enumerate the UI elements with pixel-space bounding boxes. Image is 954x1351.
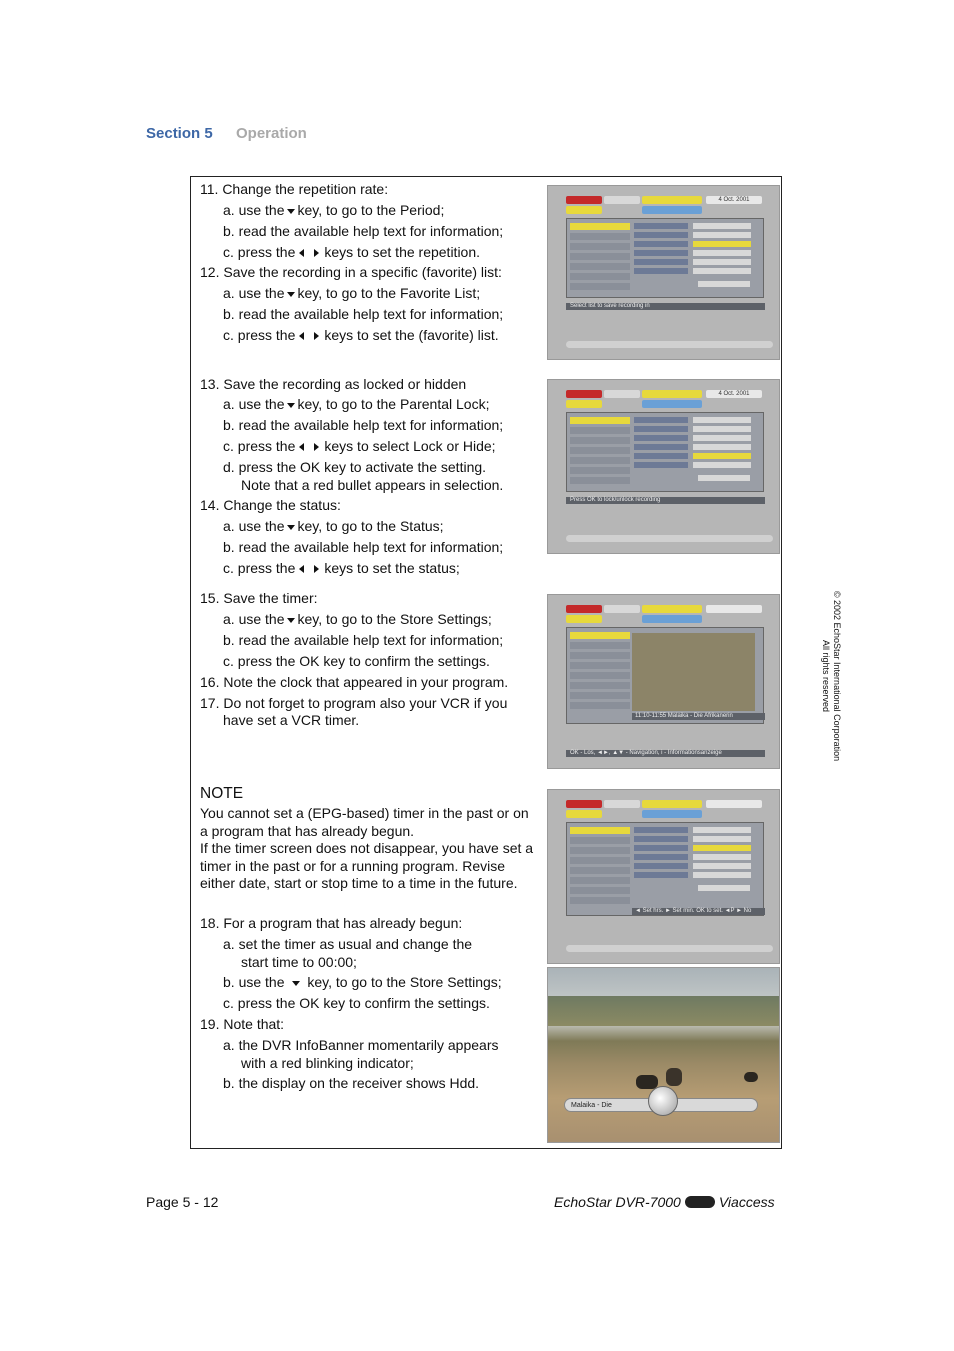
step-15b: b. read the available help text for information; [223, 632, 504, 648]
step-15a: a. use the key, to go to the Store Settings; [223, 611, 492, 627]
step-13c: c. press the keys to select Lock or Hide; [223, 438, 496, 454]
field-label [634, 872, 688, 878]
note-paragraph-1: You cannot set a (EPG-based) timer in the past or on a program that has already begun. [200, 805, 529, 839]
field-label [634, 827, 688, 833]
field-value [693, 453, 751, 459]
program-time-bar: 11:10-11:55 Malaika - Die Afrikanerin [632, 713, 765, 720]
field-value [693, 462, 751, 468]
field-label [634, 444, 688, 450]
field-label [634, 836, 688, 842]
list-item [570, 437, 630, 444]
timer-tag [566, 206, 602, 214]
step-18c: c. press the OK key to confirm the settings. [223, 995, 490, 1011]
field-label [634, 250, 688, 256]
animal [666, 1068, 682, 1086]
page-number: Page 5 - 12 [146, 1194, 219, 1210]
left-arrow-icon [299, 332, 304, 340]
list-item [570, 467, 630, 474]
list-item [570, 457, 630, 464]
store-settings-button [698, 885, 750, 891]
store-settings-button [698, 475, 750, 481]
hd-logo-icon [685, 1196, 715, 1208]
right-arrow-icon [314, 249, 319, 257]
timer-screenshot-begun [547, 789, 780, 964]
list-item [570, 253, 630, 260]
field-label [634, 854, 688, 860]
field-value [693, 444, 751, 450]
step-17-cont: have set a VCR timer. [223, 712, 360, 728]
field-value [693, 426, 751, 432]
tv-tag [566, 390, 602, 398]
timer-screenshot-repetition [547, 185, 780, 360]
step-18-title: 18. For a program that has already begun: [200, 915, 463, 931]
step-15-title: 15. Save the timer: [200, 590, 318, 606]
animal [744, 1072, 758, 1082]
list-item [570, 847, 630, 854]
timer-screenshot-lock [547, 379, 780, 554]
copyright-line: © 2002 EchoStar International Corporation [832, 590, 842, 762]
field-label [634, 453, 688, 459]
step-12-title: 12. Save the recording in a specific (favorite) list: [200, 264, 502, 280]
step-11a: a. use the key, to go to the Period; [223, 202, 445, 218]
left-arrow-icon [299, 249, 304, 257]
date-tag [706, 605, 762, 613]
list-item [570, 652, 630, 659]
scroll-bar [566, 341, 773, 348]
field-value [693, 854, 751, 860]
field-label [634, 426, 688, 432]
animal [636, 1075, 658, 1089]
copyright-notice [816, 584, 846, 769]
step-16: 16. Note the clock that appeared in your program. [200, 674, 509, 690]
step-19b: b. the display on the receiver shows Hdd. [223, 1075, 480, 1091]
field-value [693, 836, 751, 842]
step-13d-note: Note that a red bullet appears in selection. [241, 477, 504, 493]
tv-field [604, 390, 640, 398]
step-13a: a. use the key, to go to the Parental Lock; [223, 396, 490, 412]
step-14c: c. press the keys to set the status; [223, 560, 460, 576]
help-bar: OK - Los, ◄►, ▲▼ - Navigation, i - Informationsanzeige [566, 750, 765, 757]
step-11b: b. read the available help text for information; [223, 223, 504, 239]
field-value [693, 223, 751, 229]
channels-tag [642, 390, 702, 398]
channels-tag [642, 800, 702, 808]
store-settings-button [698, 281, 750, 287]
rights-line: All rights reserved [821, 639, 831, 713]
tree-line [548, 996, 779, 1026]
field-value [693, 845, 751, 851]
list-item [570, 897, 630, 904]
date-tag [706, 800, 762, 808]
list-item [570, 417, 630, 424]
list-item [570, 243, 630, 250]
list-item [570, 263, 630, 270]
list-item [570, 702, 630, 709]
list-item [570, 273, 630, 280]
step-12b: b. read the available help text for information; [223, 306, 504, 322]
right-arrow-icon [314, 443, 319, 451]
tv-field [604, 196, 640, 204]
step-19-title: 19. Note that: [200, 1016, 285, 1032]
field-value [693, 417, 751, 423]
step-17: 17. Do not forget to program also your VCR if you [200, 695, 508, 711]
field-value [693, 268, 751, 274]
field-label [634, 259, 688, 265]
tv-tag [566, 605, 602, 613]
date-tag: 4 Oct. 2001 [706, 390, 762, 398]
note-paragraph-2: If the timer screen does not disappear, you have set a timer in the past or for a running program. Revise either date, start or stop time to a time in the future. [200, 840, 534, 891]
section-title: Operation [236, 125, 307, 142]
timer-tag [566, 400, 602, 408]
step-13-title: 13. Save the recording as locked or hidden [200, 376, 467, 392]
help-bar: Press OK to lock/unlock recording [566, 497, 765, 504]
down-arrow-icon [287, 525, 295, 530]
left-arrow-icon [299, 565, 304, 573]
note-heading: NOTE [200, 785, 244, 802]
field-value [693, 259, 751, 265]
list-item [570, 223, 630, 230]
list-item [570, 682, 630, 689]
date-tag: 4 Oct. 2001 [706, 196, 762, 204]
list-item [570, 427, 630, 434]
help-bar: ◄ Set hrs. ► Set min. OK to set. ◄P ► No [632, 908, 765, 915]
down-arrow-icon [292, 981, 300, 986]
channels-tag [642, 196, 702, 204]
list-item [570, 857, 630, 864]
list-item [570, 447, 630, 454]
list-item [570, 477, 630, 484]
field-label [634, 845, 688, 851]
step-18b: b. use the key, to go to the Store Settings; [223, 974, 502, 990]
step-15c: c. press the OK key to confirm the settings. [223, 653, 490, 669]
scroll-bar [566, 535, 773, 542]
field-label [634, 435, 688, 441]
list-item [570, 827, 630, 834]
list-item [570, 632, 630, 639]
field-value [693, 827, 751, 833]
duration-tag [642, 206, 702, 214]
left-arrow-icon [299, 443, 304, 451]
list-item [570, 692, 630, 699]
field-label [634, 462, 688, 468]
field-label [634, 863, 688, 869]
down-arrow-icon [287, 618, 295, 623]
field-label [634, 232, 688, 238]
list-item [570, 837, 630, 844]
step-18a-cont: start time to 00:00; [241, 954, 357, 970]
step-18a: a. set the timer as usual and change the [223, 936, 473, 952]
step-14b: b. read the available help text for information; [223, 539, 504, 555]
field-label [634, 417, 688, 423]
list-item [570, 887, 630, 894]
field-label [634, 268, 688, 274]
field-value [693, 232, 751, 238]
step-14-title: 14. Change the status: [200, 497, 341, 513]
scroll-bar [566, 945, 773, 952]
field-value [693, 435, 751, 441]
infobanner-dial-icon [648, 1086, 678, 1116]
section-label: Section 5 [146, 125, 213, 142]
duration-tag [642, 400, 702, 408]
list-item [570, 867, 630, 874]
down-arrow-icon [287, 403, 295, 408]
list-item [570, 642, 630, 649]
step-19a-cont: with a red blinking indicator; [241, 1055, 414, 1071]
infobanner-screenshot [547, 967, 780, 1143]
product-name: EchoStar DVR-7000 Viaccess [554, 1194, 775, 1210]
step-11c: c. press the keys to set the repetition. [223, 244, 481, 260]
help-bar: Select list to save recording in [566, 303, 765, 310]
timer-tag [566, 615, 602, 623]
list-item [570, 283, 630, 290]
field-value [693, 241, 751, 247]
tv-tag [566, 800, 602, 808]
step-11-title: 11. Change the repetition rate: [200, 181, 389, 197]
tv-field [604, 800, 640, 808]
tv-field [604, 605, 640, 613]
step-12c: c. press the keys to set the (favorite) list. [223, 327, 499, 343]
list-item [570, 233, 630, 240]
infobanner: Malaika - Die [564, 1098, 758, 1112]
duration-tag [642, 810, 702, 818]
step-19a: a. the DVR InfoBanner momentarily appears [223, 1037, 499, 1053]
field-value [693, 250, 751, 256]
channels-tag [642, 605, 702, 613]
field-value [693, 863, 751, 869]
step-14a: a. use the key, to go to the Status; [223, 518, 444, 534]
epg-screenshot-store [547, 594, 780, 769]
step-13b: b. read the available help text for information; [223, 417, 504, 433]
list-item [570, 672, 630, 679]
right-arrow-icon [314, 332, 319, 340]
right-arrow-icon [314, 565, 319, 573]
down-arrow-icon [287, 292, 295, 297]
program-preview [632, 633, 755, 711]
field-label [634, 223, 688, 229]
step-13d: d. press the OK key to activate the setting. [223, 459, 487, 475]
list-item [570, 662, 630, 669]
tv-tag [566, 196, 602, 204]
duration-tag [642, 615, 702, 623]
timer-tag [566, 810, 602, 818]
down-arrow-icon [287, 209, 295, 214]
step-12a: a. use the key, to go to the Favorite List; [223, 285, 481, 301]
list-item [570, 877, 630, 884]
field-label [634, 241, 688, 247]
field-value [693, 872, 751, 878]
